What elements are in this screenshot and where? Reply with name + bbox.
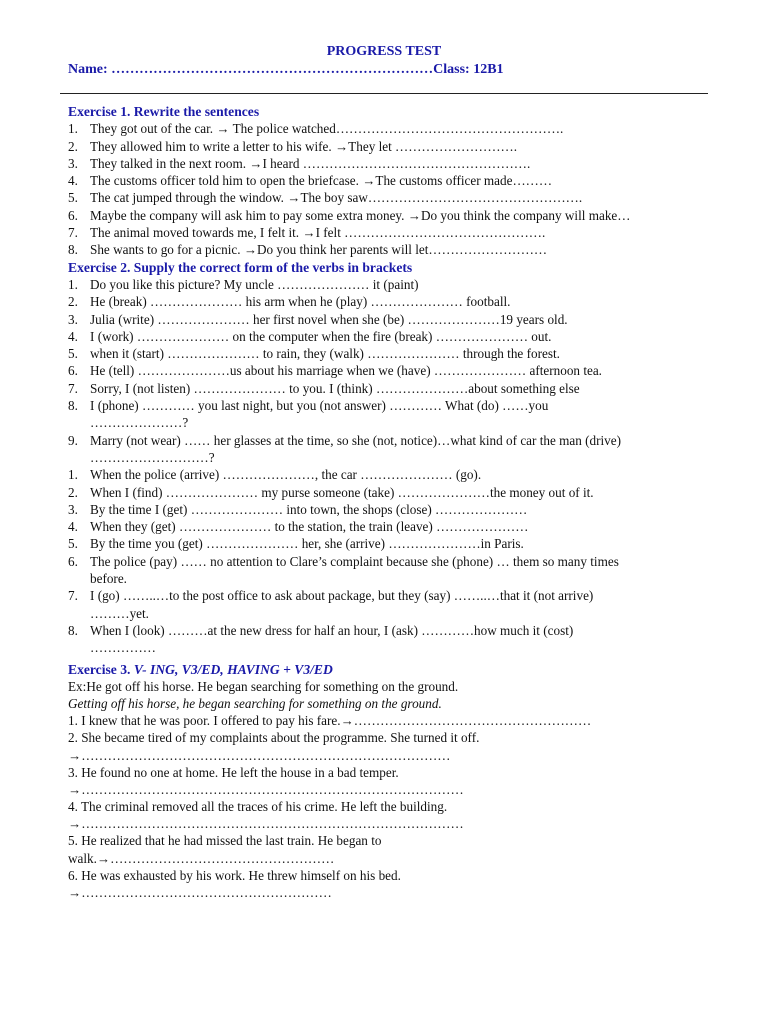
exercise-2-list-b [68, 466, 708, 656]
item-text: When I (look) ………at the new dress for half an hour, I (ask) …………how much it (cost) [90, 622, 574, 638]
exercise-1-item [68, 189, 708, 206]
item-text: I (go) ……..…to the post office to ask about package, but they (say) ……..…that it (not arrive) [90, 588, 594, 604]
item-number: 5. [68, 346, 78, 362]
exercise-3-line: 6. He was exhausted by his work. He threw himself on his bed. [68, 867, 401, 883]
item-text: They got out of the car. → The police watched……………………………………………. [90, 121, 564, 137]
exercise-2-item [68, 362, 708, 379]
item-text: Do you like this picture? My uncle ………………… it (paint) [90, 276, 419, 292]
exercise-2b-item [68, 605, 708, 622]
item-text: The customs officer told him to open the briefcase. →The customs officer made……… [90, 173, 553, 189]
item-number: 8. [68, 398, 78, 414]
item-text: Maybe the company will ask him to pay some extra money. →Do you think the company will make… [90, 207, 631, 223]
exercise-3-line: 1. I knew that he was poor. I offered to pay his fare.→……………………………………………… [68, 713, 592, 729]
exercise-3-line: →………………………………………………… [68, 885, 332, 901]
item-text: I (work) ………………… on the computer when the fire (break) ………………… out. [90, 328, 552, 344]
exercise-2-item [68, 293, 708, 310]
item-number: 3. [68, 155, 78, 171]
item-text: She wants to go for a picnic. →Do you think her parents will let……………………… [90, 242, 548, 258]
exercise-3-line: 5. He realized that he had missed the last train. He began to [68, 833, 382, 849]
exercise-2-item [68, 311, 708, 328]
worksheet-content [68, 97, 708, 901]
exercise-2-item [68, 397, 708, 414]
exercise-1-item [68, 224, 708, 241]
item-text: The animal moved towards me, I felt it. →I felt ………………………………………. [90, 225, 546, 241]
exercise-3-line: walk.→…………………………………………… [68, 850, 335, 866]
item-text: The police (pay) …… no attention to Clare’s complaint because she (phone) … them so many times [90, 553, 619, 569]
item-number: 6. [68, 553, 78, 569]
item-number: 2. [68, 484, 78, 500]
item-number: 3. [68, 311, 78, 327]
item-number: 8. [68, 622, 78, 638]
exercise-3-line: →…………………………………………………………………………… [68, 781, 464, 797]
exercise-3-line: →………………………………………………………………………… [68, 747, 451, 763]
exercise-2b-item [68, 501, 708, 518]
exercise-2b-item [68, 484, 708, 501]
item-text: when it (start) ………………… to rain, they (walk) ………………… through the forest. [90, 346, 560, 362]
item-text: Sorry, I (not listen) ………………… to you. I (think) …………………about something else [90, 380, 580, 396]
item-text: ………yet. [90, 605, 149, 621]
item-number: 5. [68, 536, 78, 552]
exercise-3-example: Ex:He got off his horse. He began searching for something on the ground. [68, 678, 459, 694]
exercise-2b-item [68, 639, 708, 656]
exercise-1-item [68, 155, 708, 172]
item-text: I (phone) ………… you last night, but you (not answer) ………… What (do) ……you [90, 398, 549, 414]
item-text: Julia (write) ………………… her first novel when she (be) …………………19 years old. [90, 311, 568, 327]
item-text: Marry (not wear) …… her glasses at the time, so she (not, notice)…what kind of car the man (drive) [90, 432, 621, 448]
exercise-2b-item [68, 553, 708, 570]
item-text: before. [90, 571, 127, 587]
page-title: PROGRESS TEST [326, 44, 442, 59]
item-text: The cat jumped through the window. →The boy saw…………………………………………. [90, 190, 583, 206]
exercise-2-list [68, 276, 708, 466]
item-number: 1. [68, 467, 78, 483]
exercise-1-item [68, 207, 708, 224]
item-text: ………………………? [90, 449, 215, 465]
item-text: They allowed him to write a letter to his wife. →They let ………………………. [90, 138, 518, 154]
item-text: When they (get) ………………… to the station, the train (leave) ………………… [90, 519, 529, 535]
item-number: 2. [68, 294, 78, 310]
exercise-2-item [68, 345, 708, 362]
item-text: He (tell) …………………us about his marriage when we (have) ………………… afternoon tea. [90, 363, 602, 379]
item-text: …………………? [90, 415, 189, 431]
exercise-2b-item [68, 518, 708, 535]
exercise-3-example-answer: Getting off his horse, he began searching for something on the ground. [68, 695, 442, 711]
exercise-3-line: 3. He found no one at home. He left the house in a bad temper. [68, 764, 399, 780]
exercise-2b-item [68, 466, 708, 483]
item-number: 1. [68, 121, 78, 137]
exercise-2b-item [68, 535, 708, 552]
exercise-1-heading: Exercise 1. Rewrite the sentences [68, 104, 260, 119]
exercise-2-item [68, 328, 708, 345]
item-number: 7. [68, 588, 78, 604]
item-text: They talked in the next room. →I heard ……………………………………………. [90, 155, 531, 171]
item-text: …………… [90, 640, 156, 656]
exercise-1-item [68, 138, 708, 155]
item-number: 7. [68, 225, 78, 241]
exercise-2b-item [68, 622, 708, 639]
exercise-3-line: 4. The criminal removed all the traces of his crime. He left the building. [68, 799, 448, 815]
item-text: When the police (arrive) …………………, the car ………………… (go). [90, 467, 482, 483]
exercise-1-item [68, 120, 708, 137]
exercise-1-item [68, 172, 708, 189]
name-class-line: Name: ……………………………………………………………Class: 12B1 [68, 62, 504, 77]
item-number: 2. [68, 138, 78, 154]
item-number: 6. [68, 207, 78, 223]
item-number: 1. [68, 276, 78, 292]
item-number: 7. [68, 380, 78, 396]
item-number: 6. [68, 363, 78, 379]
item-number: 5. [68, 190, 78, 206]
exercise-3-line: 2. She became tired of my complaints about the programme. She turned it off. [68, 730, 480, 746]
exercise-3-heading-forms: V- ING, V3/ED, HAVING + V3/ED [133, 661, 333, 677]
exercise-2-item [68, 380, 708, 397]
item-number: 3. [68, 501, 78, 517]
exercise-3-body [68, 678, 708, 901]
item-number: 4. [68, 519, 78, 535]
exercise-2-heading: Exercise 2. Supply the correct form of the verbs in brackets [68, 259, 413, 275]
exercise-2b-item [68, 570, 708, 587]
exercise-2-item [68, 276, 708, 293]
exercise-2-item [68, 414, 708, 431]
exercise-3-heading [68, 661, 708, 678]
item-number: 4. [68, 173, 78, 189]
item-text: By the time I (get) ………………… into town, the shops (close) ………………… [90, 501, 528, 517]
exercise-3-heading-prefix: Exercise 3. [68, 661, 134, 677]
item-text: He (break) ………………… his arm when he (play) ………………… football. [90, 294, 511, 310]
exercise-2b-item [68, 587, 708, 604]
exercise-2-item [68, 432, 708, 449]
exercise-3-line: →…………………………………………………………………………… [68, 816, 464, 832]
exercise-3-list [68, 712, 708, 901]
item-number: 4. [68, 328, 78, 344]
exercise-2-item [68, 449, 708, 466]
item-number: 9. [68, 432, 78, 448]
exercise-1-list [68, 120, 708, 258]
item-number: 8. [68, 242, 78, 258]
exercise-1-item [68, 241, 708, 258]
header-divider [60, 93, 708, 94]
item-text: By the time you (get) ………………… her, she (arrive) …………………in Paris. [90, 536, 524, 552]
item-text: When I (find) ………………… my purse someone (take) …………………the money out of it. [90, 484, 594, 500]
